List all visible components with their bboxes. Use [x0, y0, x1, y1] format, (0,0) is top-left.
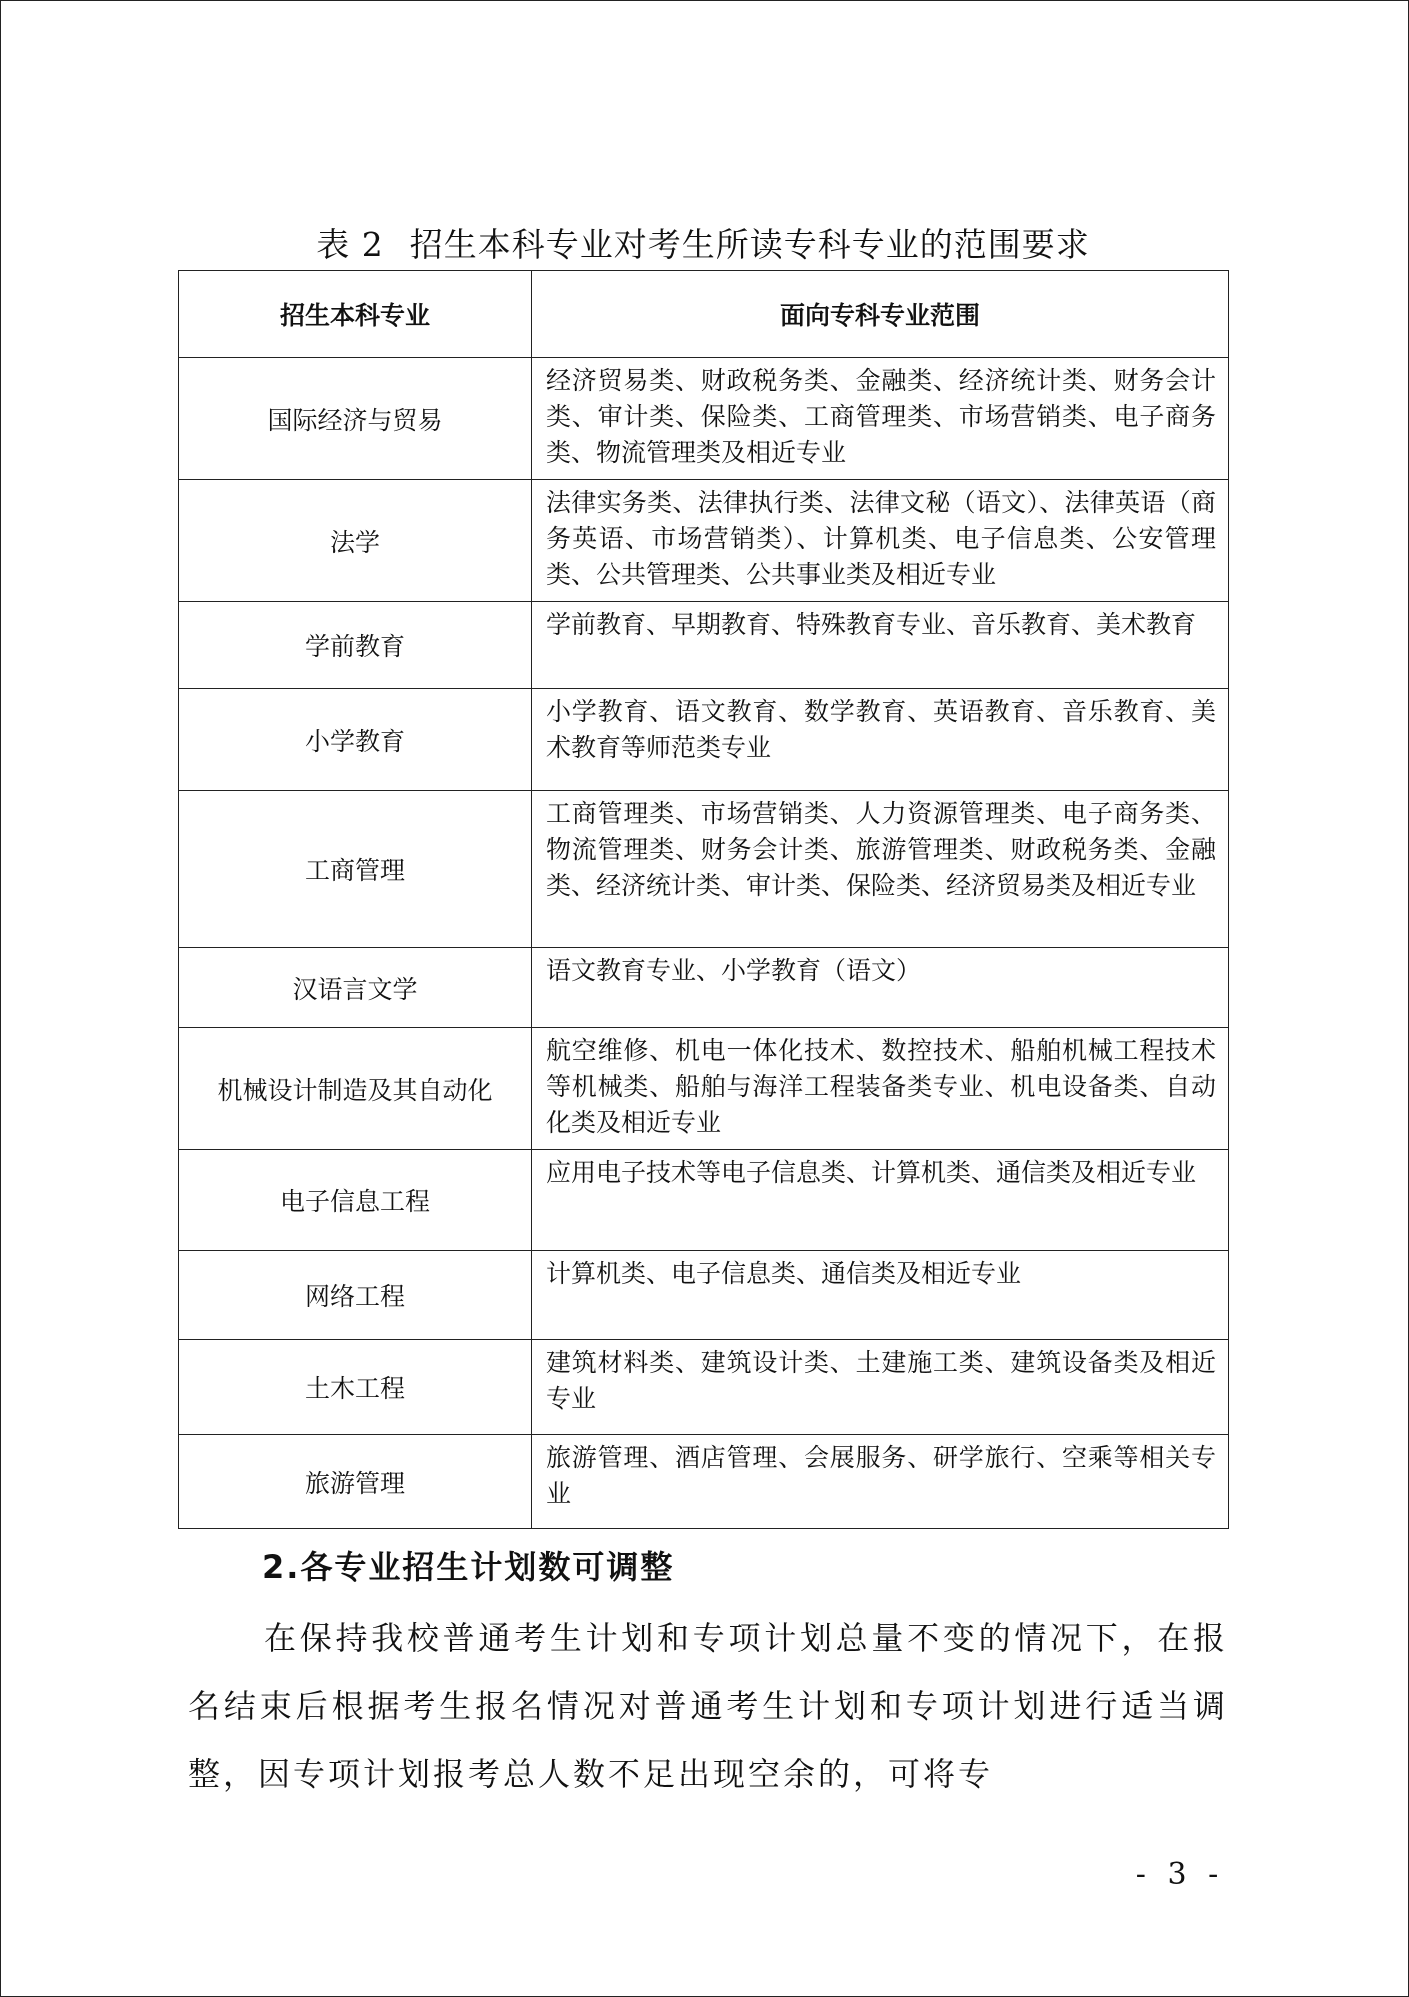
- scope-cell: 旅游管理、酒店管理、会展服务、研学旅行、空乘等相关专业: [532, 1435, 1229, 1529]
- scope-cell: 应用电子技术等电子信息类、计算机类、通信类及相近专业: [532, 1150, 1229, 1251]
- section-heading: 2.各专业招生计划数可调整: [262, 1548, 675, 1586]
- major-cell: 学前教育: [179, 602, 532, 689]
- scope-cell: 经济贸易类、财政税务类、金融类、经济统计类、财务会计类、审计类、保险类、工商管理类、市场营销类、电子商务类、物流管理类及相近专业: [532, 358, 1229, 480]
- body-paragraph: 在保持我校普通考生计划和专项计划总量不变的情况下，在报名结束后根据考生报名情况对普通考生计划和专项计划进行适当调整，因专项计划报考总人数不足出现空余的，可将专: [188, 1619, 1228, 1793]
- page-number: - 3 -: [1135, 1857, 1225, 1892]
- table-row: [179, 791, 1229, 948]
- scope-cell: 语文教育专业、小学教育（语文）: [532, 948, 1229, 1028]
- major-cell: 法学: [179, 480, 532, 602]
- major-cell: 机械设计制造及其自动化: [179, 1028, 532, 1150]
- scope-cell: 建筑材料类、建筑设计类、土建施工类、建筑设备类及相近专业: [532, 1340, 1229, 1435]
- header-undergraduate-major: 招生本科专业: [179, 271, 532, 358]
- major-cell: 土木工程: [179, 1340, 532, 1435]
- scope-cell: 学前教育、早期教育、特殊教育专业、音乐教育、美术教育: [532, 602, 1229, 689]
- major-cell: 电子信息工程: [179, 1150, 532, 1251]
- table-row: [179, 358, 1229, 480]
- table-caption-number: 表 2: [316, 225, 384, 264]
- major-scope-table: [178, 270, 1229, 1529]
- table-row: [179, 1435, 1229, 1529]
- header-college-major-scope: 面向专科专业范围: [532, 271, 1229, 358]
- major-cell: 工商管理: [179, 791, 532, 948]
- table-row: [179, 1251, 1229, 1340]
- scope-cell: 计算机类、电子信息类、通信类及相近专业: [532, 1251, 1229, 1340]
- table-row: [179, 948, 1229, 1028]
- major-cell: 小学教育: [179, 689, 532, 791]
- table-row: [179, 1340, 1229, 1435]
- table-caption-title: 招生本科专业对考生所读专科专业的范围要求: [409, 225, 1090, 264]
- table-header-row: [179, 271, 1229, 358]
- table-row: [179, 602, 1229, 689]
- major-cell: 网络工程: [179, 1251, 532, 1340]
- scope-cell: 法律实务类、法律执行类、法律文秘（语文）、法律英语（商务英语、市场营销类）、计算机类、电子信息类、公安管理类、公共管理类、公共事业类及相近专业: [532, 480, 1229, 602]
- major-cell: 国际经济与贸易: [179, 358, 532, 480]
- major-cell: 汉语言文学: [179, 948, 532, 1028]
- table-row: [179, 689, 1229, 791]
- table-row: [179, 1150, 1229, 1251]
- table-caption: [178, 222, 1228, 268]
- scope-cell: 航空维修、机电一体化技术、数控技术、船舶机械工程技术等机械类、船舶与海洋工程装备类专业、机电设备类、自动化类及相近专业: [532, 1028, 1229, 1150]
- table-row: [179, 480, 1229, 602]
- scope-cell: 小学教育、语文教育、数学教育、英语教育、音乐教育、美术教育等师范类专业: [532, 689, 1229, 791]
- major-cell: 旅游管理: [179, 1435, 532, 1529]
- scope-cell: 工商管理类、市场营销类、人力资源管理类、电子商务类、物流管理类、财务会计类、旅游管理类、财政税务类、金融类、经济统计类、审计类、保险类、经济贸易类及相近专业: [532, 791, 1229, 948]
- table-row: [179, 1028, 1229, 1150]
